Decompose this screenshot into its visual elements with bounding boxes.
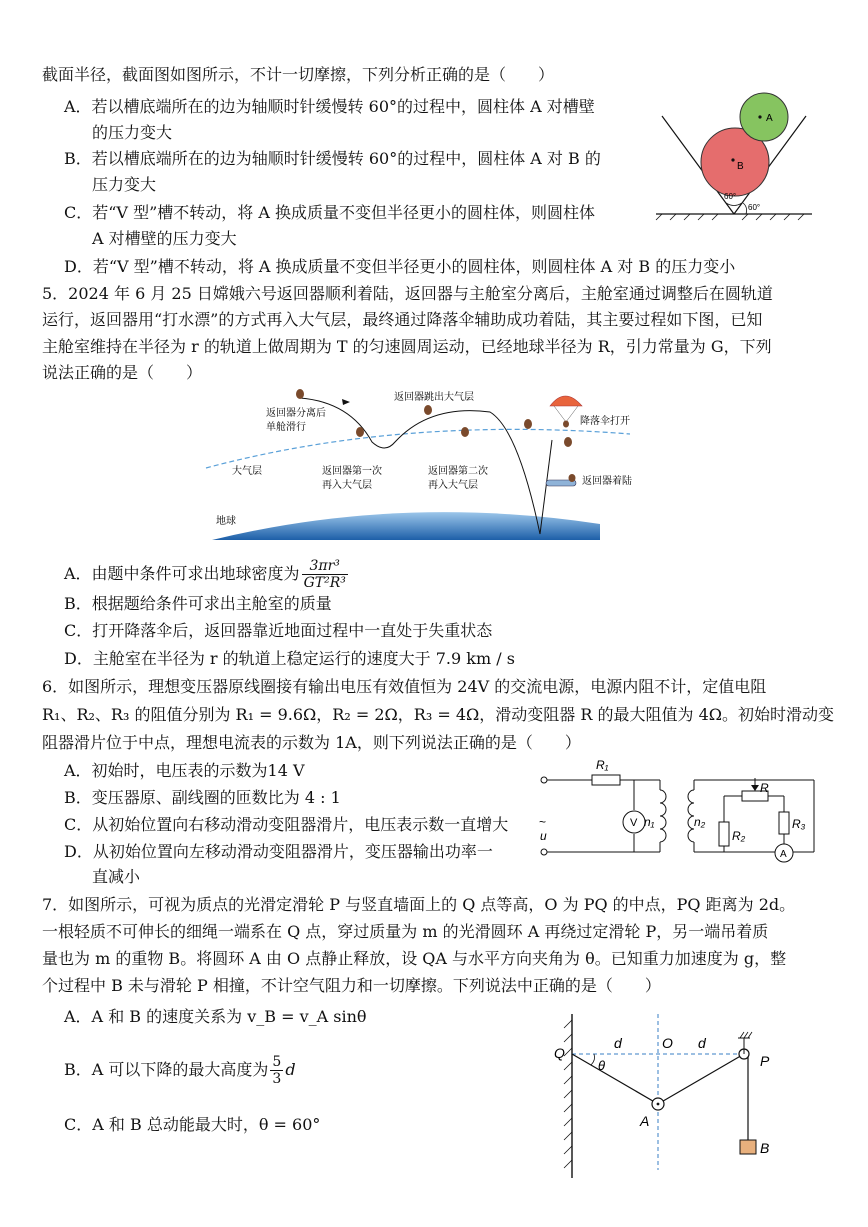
parachute-icon (550, 396, 582, 428)
primary-coil (660, 790, 666, 842)
label-d2: d (698, 1035, 706, 1051)
q5-option-a (64, 556, 350, 592)
label-tilde: ~ (539, 815, 547, 829)
angle-outer: 60° (748, 203, 761, 212)
q4-option-a-line1: A．若以槽底端所在的边为轴顺时针缓慢转 60°的过程中，圆柱体 A 对槽壁 (64, 97, 595, 116)
resistor-r3 (779, 812, 789, 834)
label-atmosphere: 大气层 (232, 466, 262, 477)
label-b: B (737, 161, 744, 172)
label-second-2: 再入大气层 (428, 480, 478, 491)
label-p: P (760, 1053, 770, 1069)
q6-stem-line1: 6．如图所示，理想变压器原线圈接有输出电压有效值恒为 24V 的交流电源，电源内阻不计，定值电阻 (42, 677, 767, 696)
height-numerator: 5 (272, 1054, 282, 1070)
q5-option-c: C．打开降落伞后，返回器靠近地面过程中一直处于失重状态 (64, 621, 493, 640)
label-landing: 返回器着陆 (582, 476, 632, 487)
label-theta: θ (598, 1058, 606, 1073)
q5-stem-line4: 说法正确的是（ ） (42, 363, 203, 382)
label-q: Q (554, 1045, 565, 1061)
label-separate: 返回器分离后 (266, 408, 326, 419)
label-first-2: 再入大气层 (322, 480, 372, 491)
label-a: A (766, 113, 773, 124)
label-first-1: 返回器第一次 (322, 466, 382, 477)
pulley-figure (548, 1010, 808, 1180)
density-fraction (302, 558, 348, 591)
label-r2: R₂ (732, 829, 746, 843)
label-b: B (760, 1140, 770, 1156)
q4-intro: 截面半径，截面图如图所示，不计一切摩擦，下列分析正确的是（ ） (42, 65, 555, 84)
height-unit: d (285, 1060, 296, 1079)
q5-stem-line2: 运行，返回器用“打水漂”的方式再入大气层，最终通过降落伞辅助成功着陆，其主要过程如下图，已知 (42, 310, 763, 329)
transformer-circuit-figure (534, 752, 830, 878)
label-d1: d (614, 1035, 622, 1051)
rope-qa (572, 1054, 658, 1104)
q4-option-d: D．若“V 型”槽不转动，将 A 换成质量不变但半径更小的圆柱体，则圆柱体 A 对 B 的压力变小 (64, 257, 736, 276)
label-second-1: 返回器第二次 (428, 466, 488, 477)
weight-b (740, 1140, 756, 1154)
label-v: V (630, 817, 638, 829)
q7-stem-line4: 个过程中 B 未与滑轮 P 相撞，不计空气阻力和一切摩擦。下列说法中正确的是（ ） (42, 976, 661, 995)
label-r1: R₁ (596, 758, 609, 772)
q5-option-d: D．主舱室在半径为 r 的轨道上稳定运行的速度大于 7.9 km / s (64, 649, 515, 668)
q4-option-b-line1: B．若以槽底端所在的边为轴顺时针缓慢转 60°的过程中，圆柱体 A 对 B 的 (64, 149, 601, 168)
q7-stem-line1: 7．如图所示，可视为质点的光滑定滑轮 P 与竖直墙面上的 Q 点等高，O 为 PQ 的中点，PQ 距离为 2d。 (42, 895, 796, 914)
v-groove-figure (652, 86, 822, 226)
label-a: A (640, 1113, 650, 1129)
q5-option-a-text: A．由题中条件可求出地球密度为 (64, 564, 300, 583)
label-n1: n₁ (644, 815, 655, 829)
height-denominator: 3 (272, 1071, 282, 1087)
label-parachute: 降落伞打开 (580, 416, 630, 427)
label-a: A (780, 849, 787, 860)
q7-option-b (64, 1050, 296, 1090)
ground-hatching (656, 214, 804, 220)
q6-option-d-line2: 直减小 (92, 867, 141, 886)
q7-option-a: A．A 和 B 的速度关系为 v_B = v_A sinθ (64, 1007, 367, 1026)
resistor-r1 (592, 775, 620, 785)
q6-option-a: A．初始时，电压表的示数为14 V (64, 761, 305, 780)
q5-stem-line3: 主舱室维持在半径为 r 的轨道上做周期为 T 的匀速圆周运动，已经地球半径为 R，引力常量为 G，下列 (42, 337, 772, 356)
q5-option-b: B．根据题给条件可求出主舱室的质量 (64, 594, 332, 613)
q6-stem-line2: R₁、R₂、R₃ 的阻值分别为 R₁ = 9.6Ω，R₂ = 2Ω，R₃ = 4Ω，滑动变阻器 R 的最大阻值为 4Ω。初始时滑动变 (42, 705, 835, 724)
label-u: u (540, 829, 547, 843)
label-r3: R₃ (792, 817, 806, 831)
q7-stem-line3: 量也为 m 的重物 B。将圆环 A 由 O 点静止释放，设 QA 与水平方向夹角为 θ。已知重力加速度为 g，整 (42, 949, 787, 968)
label-skip-out: 返回器跳出大气层 (394, 392, 474, 403)
wall-hatching (564, 1020, 572, 1168)
q4-option-b-line2: 压力变大 (92, 175, 157, 194)
q5-stem-line1: 5．2024 年 6 月 25 日嫦娥六号返回器顺利着陆，返回器与主舱室分离后，主舱室通过调整后在圆轨道 (42, 284, 773, 303)
angle-inner: 60° (724, 192, 737, 201)
atmosphere-boundary (206, 429, 630, 468)
q6-option-c: C．从初始位置向右移动滑动变阻器滑片，电压表示数一直增大 (64, 815, 509, 834)
q6-option-b: B．变压器原、副线圈的匝数比为 4 : 1 (64, 788, 341, 807)
density-denominator: GT²R³ (303, 575, 346, 591)
resistor-r2 (719, 822, 729, 846)
q6-stem-line3: 阻器滑片位于中点，理想电流表的示数为 1A，则下列说法正确的是（ ） (42, 733, 581, 752)
q4-option-c-line2: A 对槽壁的压力变大 (92, 229, 237, 248)
q4-option-c-line1: C．若“V 型”槽不转动，将 A 换成质量不变但半径更小的圆柱体，则圆柱体 (64, 203, 595, 222)
reentry-process-figure (200, 384, 660, 540)
cylinder-a (740, 93, 788, 141)
label-r: R (760, 781, 769, 795)
label-glide: 单舱滑行 (266, 422, 306, 433)
height-fraction (270, 1054, 283, 1087)
q4-option-a-line2: 的压力变大 (92, 123, 173, 142)
q6-option-d-line1: D．从初始位置向左移动滑动变阻器滑片，变压器输出功率一 (64, 842, 493, 861)
rope-ap (658, 1054, 744, 1104)
label-earth: 地球 (216, 516, 236, 527)
label-o: O (662, 1035, 673, 1051)
label-n2: n₂ (694, 815, 706, 829)
q7-stem-line2: 一根轻质不可伸长的细绳一端系在 Q 点，穿过质量为 m 的光滑圆环 A 再绕过定滑轮 P，另一端吊着质 (42, 922, 769, 941)
density-numerator: 3πr³ (302, 558, 348, 575)
q7-option-c: C．A 和 B 总动能最大时，θ = 60° (64, 1115, 321, 1134)
q7-option-b-text: B．A 可以下降的最大高度为 (64, 1060, 269, 1079)
